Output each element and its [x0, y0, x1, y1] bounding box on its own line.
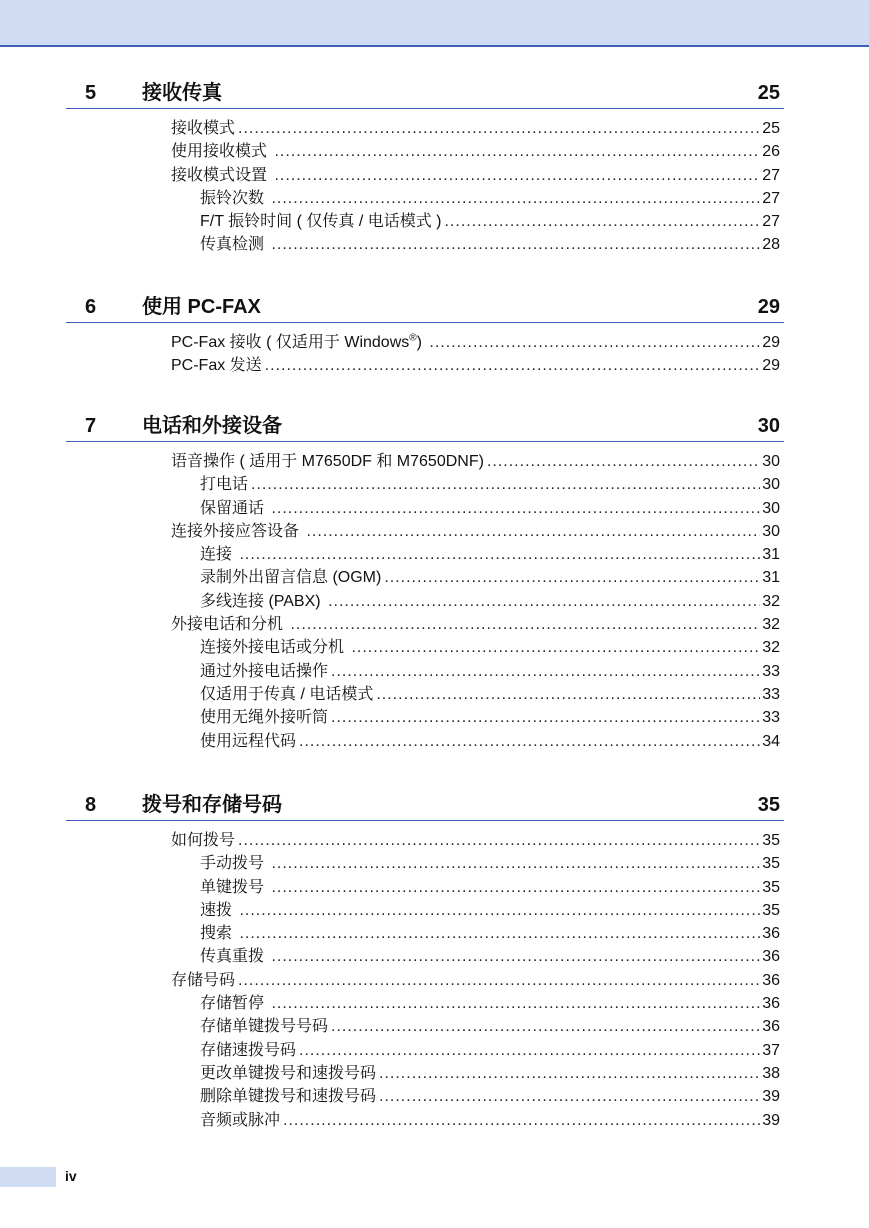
entry-title-text: 单键拨号 [200, 878, 269, 896]
toc-subentry[interactable] [200, 899, 780, 922]
entry-page: 39 [762, 1111, 780, 1129]
entry-title-text: 连接外接电话或分机 [200, 639, 349, 657]
dot-leader [271, 945, 760, 968]
entry-page: 33 [762, 662, 780, 680]
dot-leader [239, 899, 760, 922]
entry-title [200, 1039, 296, 1062]
entry-title [200, 899, 236, 922]
entry-title [200, 730, 296, 753]
entry-title-text: 接收模式设置 [171, 166, 272, 184]
dot-leader [351, 636, 760, 659]
chapter-page: 29 [757, 296, 780, 318]
dot-leader [299, 730, 760, 753]
entry-title [200, 543, 236, 566]
entry-title [200, 683, 373, 706]
entry-page: 30 [762, 522, 780, 540]
entry-title-text: 使用远程代码 [200, 732, 297, 750]
toc-subentry[interactable] [200, 730, 780, 753]
dot-leader [238, 969, 760, 992]
toc-entry[interactable] [171, 450, 780, 473]
entry-page: 32 [762, 592, 780, 610]
entry-title [200, 992, 268, 1015]
dot-leader [271, 852, 760, 875]
entry-title-text: 保留通话 [200, 499, 269, 517]
chapter-section [66, 793, 784, 1132]
entry-title [171, 450, 484, 473]
entry-list [66, 117, 784, 257]
entry-page: 31 [762, 546, 780, 564]
entry-title-text: 打电话 [200, 476, 249, 494]
entry-title [200, 1015, 328, 1038]
chapter-title: 拨号和存储号码 [142, 794, 282, 816]
entry-page: 35 [762, 901, 780, 919]
entry-title-text: 传真检测 [200, 236, 269, 254]
entry-page: 34 [762, 732, 780, 750]
chapter-title: 使用 PC-FAX [142, 296, 261, 318]
toc-entry[interactable] [171, 117, 780, 140]
entry-title [200, 187, 268, 210]
toc-subentry[interactable] [200, 1015, 780, 1038]
entry-title-text: 连接外接应答设备 [171, 522, 304, 540]
entry-title [200, 1062, 376, 1085]
entry-title [171, 354, 262, 377]
toc-entry[interactable] [171, 331, 780, 354]
entry-title-text: 使用接收模式 [171, 143, 272, 161]
entry-page: 32 [762, 616, 780, 634]
chapter-heading[interactable] [66, 295, 784, 323]
entry-page: 35 [762, 832, 780, 849]
entry-page: 32 [762, 639, 780, 657]
chapter-title: 接收传真 [142, 82, 222, 104]
entry-title-text: 存储单键拨号号码 [200, 1018, 329, 1036]
entry-title [200, 590, 325, 613]
entry-title-text: 如何拨号 [171, 832, 236, 849]
toc-subentry[interactable] [200, 922, 780, 945]
entry-page: 30 [762, 453, 780, 470]
entry-title-text: 音频或脉冲 [200, 1111, 281, 1129]
dot-leader [376, 683, 760, 706]
dot-leader [306, 520, 760, 543]
registered-mark: ® [409, 332, 417, 344]
entry-title [200, 706, 328, 729]
chapter-number: 6 [85, 296, 97, 318]
entry-page: 39 [762, 1088, 780, 1106]
toc-subentry[interactable] [200, 852, 780, 875]
dot-leader [238, 829, 760, 852]
entry-title [171, 520, 303, 543]
chapter-section [66, 414, 784, 753]
dot-leader [238, 117, 760, 140]
entry-title-text: 手动拨号 [200, 855, 269, 873]
chapter-section [66, 81, 784, 257]
entry-page: 27 [762, 189, 780, 207]
toc-subentry[interactable] [200, 233, 780, 256]
entry-page: 35 [762, 878, 780, 896]
entry-title [171, 117, 235, 140]
entry-title-text: 多线连接 (PABX) [200, 592, 326, 610]
entry-title [171, 140, 271, 163]
entry-title [200, 1109, 280, 1132]
chapter-heading[interactable] [66, 414, 784, 442]
dot-leader [251, 473, 760, 496]
dot-leader [274, 140, 760, 163]
entry-title-text: 搜索 [200, 925, 237, 943]
toc-entry[interactable] [171, 829, 780, 852]
toc-subentry[interactable] [200, 706, 780, 729]
entry-title [200, 1085, 376, 1108]
dot-leader [331, 660, 760, 683]
entry-title-text: 使用无绳外接听筒 [200, 709, 329, 727]
entry-page: 31 [762, 569, 780, 587]
dot-leader [384, 566, 760, 589]
chapter-number: 7 [85, 415, 97, 437]
entry-title-text: 录制外出留言信息 (OGM) [200, 569, 382, 587]
entry-title-text: 存储暂停 [200, 995, 269, 1013]
entry-title-text: 接收模式 [171, 120, 236, 137]
toc-entry[interactable] [171, 969, 780, 992]
entry-title [171, 829, 235, 852]
entry-title-text: PC-Fax 接收 ( 仅适用于 Windows [171, 334, 410, 351]
entry-title-suffix: ) [416, 334, 427, 351]
entry-page: 36 [762, 1018, 780, 1036]
entry-title [200, 566, 381, 589]
chapter-number: 5 [85, 82, 97, 104]
toc-subentry[interactable] [200, 876, 780, 899]
chapter-heading[interactable] [66, 793, 784, 821]
toc-subentry[interactable] [200, 992, 780, 1015]
dot-leader [379, 1085, 760, 1108]
entry-title [200, 636, 348, 659]
entry-page: 29 [762, 334, 780, 351]
entry-title [200, 497, 268, 520]
entry-title [200, 660, 328, 683]
entry-page: 38 [762, 1064, 780, 1082]
entry-title-text: 存储号码 [171, 971, 236, 989]
entry-title-text: 存储速拨号码 [200, 1041, 297, 1059]
toc-subentry[interactable] [200, 660, 780, 683]
entry-page: 35 [762, 855, 780, 873]
chapter-page: 25 [757, 82, 780, 104]
toc-subentry[interactable] [200, 590, 780, 613]
toc-subentry[interactable] [200, 566, 780, 589]
toc-subentry[interactable] [200, 187, 780, 210]
footer-page-number: iv [65, 1168, 77, 1184]
entry-page: 28 [762, 236, 780, 254]
dot-leader [239, 543, 760, 566]
entry-title-text: 外接电话和分机 [171, 616, 288, 634]
entry-title [171, 164, 271, 187]
entry-title [171, 969, 235, 992]
entry-title [200, 852, 268, 875]
dot-leader [265, 354, 761, 377]
entry-title-text: 更改单键拨号和速拨号码 [200, 1064, 377, 1082]
toc-entry[interactable] [171, 354, 780, 377]
entry-title [200, 210, 441, 233]
toc-subentry[interactable] [200, 1062, 780, 1085]
entry-page: 26 [762, 143, 780, 161]
dot-leader [444, 210, 760, 233]
entry-title-text: PC-Fax 发送 [171, 357, 262, 375]
dot-leader [271, 497, 760, 520]
entry-page: 37 [762, 1041, 780, 1059]
toc-subentry[interactable] [200, 497, 780, 520]
entry-title [200, 473, 248, 496]
entry-page: 36 [762, 971, 780, 989]
chapter-heading[interactable] [66, 81, 784, 109]
entry-page: 25 [762, 120, 780, 137]
dot-leader [487, 450, 760, 473]
dot-leader [299, 1039, 760, 1062]
entry-title-text: 速拨 [200, 901, 237, 919]
entry-title-text: F/T 振铃时间 ( 仅传真 / 电话模式 ) [200, 213, 442, 231]
chapter-page: 35 [757, 794, 780, 816]
entry-page: 27 [762, 213, 780, 231]
entry-title [171, 613, 287, 636]
entry-title-text: 通过外接电话操作 [200, 662, 329, 680]
toc-subentry[interactable] [200, 1109, 780, 1132]
dot-leader [271, 992, 760, 1015]
entry-title [200, 876, 268, 899]
chapter-page: 30 [757, 415, 780, 437]
chapter-title: 电话和外接设备 [142, 415, 282, 437]
entry-title [171, 331, 426, 354]
dot-leader [331, 706, 760, 729]
entry-title [200, 922, 236, 945]
entry-title-text: 传真重拨 [200, 948, 269, 966]
entry-page: 33 [762, 685, 780, 703]
entry-title-text: 连接 [200, 546, 237, 564]
toc-subentry[interactable] [200, 945, 780, 968]
dot-leader [283, 1109, 760, 1132]
entry-title-text: 语音操作 ( 适用于 M7650DF 和 M7650DNF) [171, 453, 484, 470]
entry-page: 36 [762, 995, 780, 1013]
toc-subentry[interactable] [200, 636, 780, 659]
chapter-section [66, 295, 784, 378]
entry-page: 36 [762, 925, 780, 943]
chapter-number: 8 [85, 794, 97, 816]
dot-leader [328, 590, 760, 613]
toc-entry[interactable] [171, 520, 780, 543]
entry-page: 33 [762, 709, 780, 727]
dot-leader [429, 331, 760, 354]
dot-leader [290, 613, 760, 636]
toc-subentry[interactable] [200, 1085, 780, 1108]
dot-leader [274, 164, 760, 187]
entry-list [66, 829, 784, 1132]
dot-leader [271, 876, 760, 899]
toc-subentry[interactable] [200, 473, 780, 496]
toc-subentry[interactable] [200, 1039, 780, 1062]
toc-subentry[interactable] [200, 543, 780, 566]
dot-leader [271, 233, 760, 256]
dot-leader [239, 922, 760, 945]
entry-title-text: 删除单键拨号和速拨号码 [200, 1088, 377, 1106]
dot-leader [379, 1062, 760, 1085]
entry-list [66, 450, 784, 753]
toc-entry[interactable] [171, 164, 780, 187]
footer-tab [0, 1167, 56, 1187]
entry-title-text: 仅适用于传真 / 电话模式 [200, 685, 374, 703]
header-band [0, 0, 869, 47]
entry-page: 30 [762, 476, 780, 494]
entry-title-text: 振铃次数 [200, 189, 269, 207]
toc-entry[interactable] [171, 140, 780, 163]
entry-title [200, 233, 268, 256]
toc-subentry[interactable] [200, 210, 780, 233]
toc-entry[interactable] [171, 613, 780, 636]
entry-page: 29 [762, 357, 780, 375]
entry-page: 36 [762, 948, 780, 966]
entry-page: 30 [762, 499, 780, 517]
entry-list [66, 331, 784, 378]
toc-subentry[interactable] [200, 683, 780, 706]
entry-page: 27 [762, 166, 780, 184]
dot-leader [331, 1015, 760, 1038]
dot-leader [271, 187, 760, 210]
entry-title [200, 945, 268, 968]
